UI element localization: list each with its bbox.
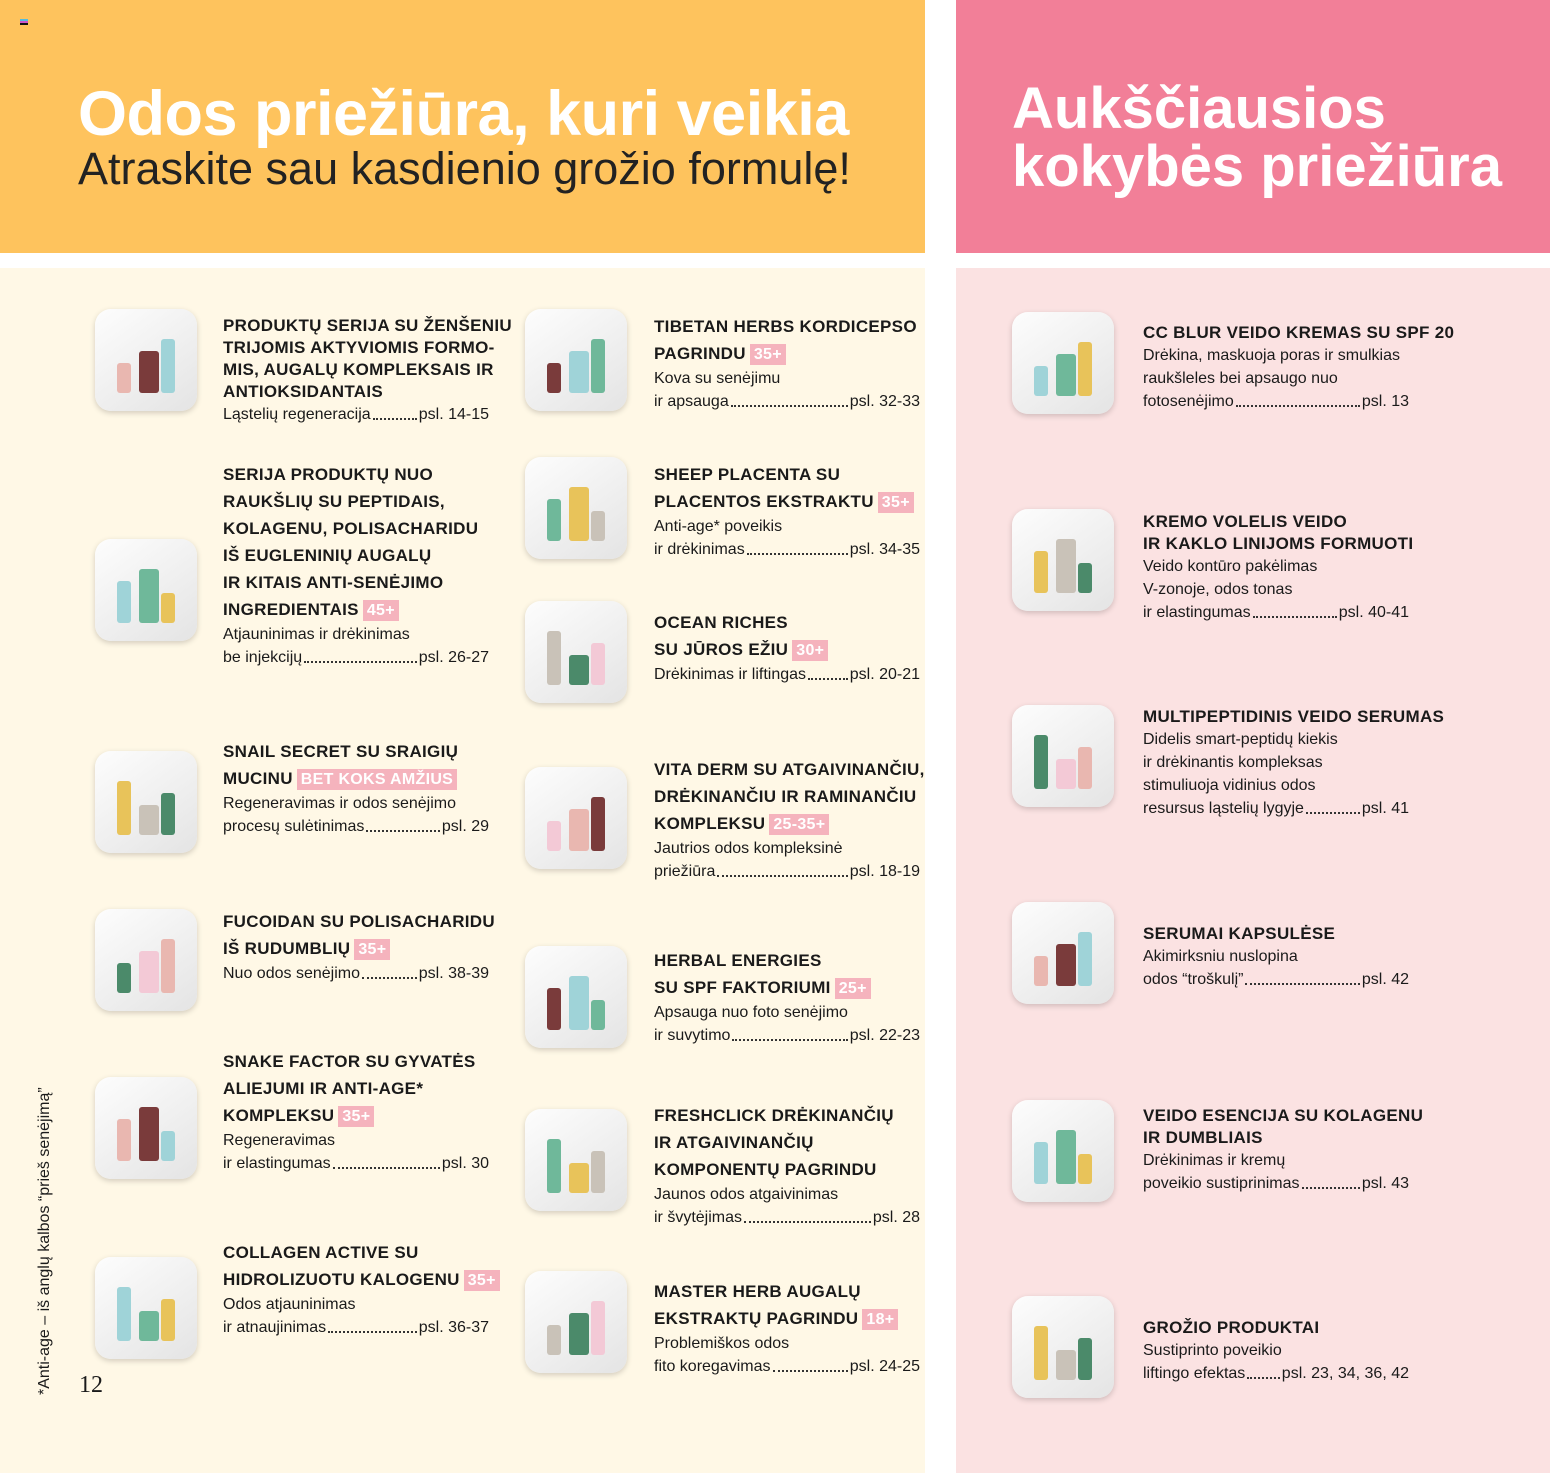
page-reference xyxy=(654,1024,920,1047)
dot-leader xyxy=(747,538,848,555)
page-reference xyxy=(654,390,920,413)
product-image xyxy=(1012,509,1114,611)
product-title-text: FUCOIDAN SU POLISACHARIDU xyxy=(223,912,495,931)
reference-label: priežiūra xyxy=(654,863,716,880)
reference-label: fito koregavimas xyxy=(654,1358,771,1375)
product-title-line xyxy=(223,1075,489,1102)
page-ref: psl. 43 xyxy=(1361,1175,1409,1192)
page-ref: psl. 36-37 xyxy=(418,1319,489,1336)
dot-leader xyxy=(328,1316,417,1333)
product-title-text: MIS, AUGALŲ KOMPLEKSAIS IR xyxy=(223,360,494,379)
page-reference xyxy=(654,1206,920,1229)
product-description: Didelis smart-peptidų kiekis xyxy=(1143,731,1338,748)
page-reference xyxy=(223,646,489,669)
product-description: Anti-age* poveikis xyxy=(654,518,783,535)
dot-leader xyxy=(333,1152,440,1169)
product-image xyxy=(95,751,197,853)
product-title-text: IŠ RUDUMBLIŲ xyxy=(223,939,351,958)
dot-leader xyxy=(304,646,417,663)
page-ref: psl. 30 xyxy=(441,1155,489,1172)
product-image xyxy=(1012,1100,1114,1202)
product-title-line xyxy=(223,1266,500,1293)
product-description: Drėkinimas ir kremų xyxy=(1143,1152,1286,1169)
product-title-line xyxy=(223,542,489,569)
product-title-line xyxy=(654,1156,920,1183)
reference-label: ir suvytimo xyxy=(654,1027,731,1044)
product-title-line xyxy=(223,1239,500,1266)
product-description: Jaunos odos atgaivinimas xyxy=(654,1186,839,1203)
page-reference xyxy=(1143,1172,1409,1195)
product-title-text: TIBETAN HERBS KORDICEPSO xyxy=(654,317,917,336)
product-title-text: EKSTRAKTŲ PAGRINDU xyxy=(654,1309,859,1328)
product-description: Regeneravimas xyxy=(223,1132,336,1149)
dot-leader xyxy=(1253,601,1337,618)
age-badge: 18+ xyxy=(862,1309,898,1330)
product-title-text: MASTER HERB AUGALŲ xyxy=(654,1282,861,1301)
reference-label: liftingo efektas xyxy=(1143,1365,1246,1382)
page-ref: psl. 41 xyxy=(1361,800,1409,817)
product-title-line xyxy=(654,313,920,340)
dot-leader xyxy=(373,403,417,420)
product-description: ir drėkinantis kompleksas xyxy=(1143,754,1323,771)
page-ref: psl. 20-21 xyxy=(849,666,920,683)
product-description: Apsauga nuo foto senėjimo xyxy=(654,1004,848,1021)
reference-label: poveikio sustiprinimas xyxy=(1143,1175,1300,1192)
dot-leader xyxy=(717,860,847,877)
product-title-text: HERBAL ENERGIES xyxy=(654,951,822,970)
product-title-line xyxy=(1143,923,1409,945)
product-image xyxy=(95,539,197,641)
dot-leader xyxy=(731,390,848,407)
product-title-text: IR ATGAIVINANČIŲ xyxy=(654,1133,814,1152)
reference-label: ir elastingumas xyxy=(1143,604,1251,621)
product-image xyxy=(525,601,627,703)
product-description: Problemiškos odos xyxy=(654,1335,790,1352)
dot-leader xyxy=(362,962,417,979)
product-title-line xyxy=(223,515,489,542)
product-title-text: KREMO VOLELIS VEIDO xyxy=(1143,512,1348,531)
page-reference xyxy=(654,538,920,561)
product-title-line xyxy=(223,359,512,381)
reference-label: ir atnaujinimas xyxy=(223,1319,327,1336)
product-title-text: COLLAGEN ACTIVE SU xyxy=(223,1243,419,1262)
age-badge: 35+ xyxy=(354,939,390,960)
dot-leader xyxy=(808,663,848,680)
product-title-text: SU JŪROS EŽIU xyxy=(654,640,789,659)
product-title-text: KOMPONENTŲ PAGRINDU xyxy=(654,1160,877,1179)
product-title-text: SHEEP PLACENTA SU xyxy=(654,465,841,484)
product-title-text: HIDROLIZUOTU KALOGENU xyxy=(223,1270,460,1289)
page-number: 12 xyxy=(79,1372,103,1398)
right-title xyxy=(1012,76,1502,199)
product-title-text: VEIDO ESENCIJA SU KOLAGENU xyxy=(1143,1106,1424,1125)
product-title-line xyxy=(223,315,512,337)
product-description: Kova su senėjimu xyxy=(654,370,781,387)
reference-label: ir drėkinimas xyxy=(654,541,745,558)
page-ref: psl. 38-39 xyxy=(418,965,489,982)
age-badge: 45+ xyxy=(363,600,399,621)
product-title-text: KOLAGENU, POLISACHARIDU xyxy=(223,519,479,538)
product-title-line xyxy=(654,974,920,1001)
product-image xyxy=(525,309,627,411)
product-image xyxy=(525,767,627,869)
product-title-text: CC BLUR VEIDO KREMAS SU SPF 20 xyxy=(1143,323,1455,342)
reference-label: ir apsauga xyxy=(654,393,729,410)
age-badge: 35+ xyxy=(338,1106,374,1127)
product-title-text: DRĖKINANČIU IR RAMINANČIU xyxy=(654,787,917,806)
reference-label: Drėkinimas ir liftingas xyxy=(654,666,807,683)
product-title-line xyxy=(1143,1127,1423,1149)
product-title-text: IŠ EUGLENINIŲ AUGALŲ xyxy=(223,546,432,565)
product-title-line xyxy=(223,596,489,623)
reference-label: Ląstelių regeneracija xyxy=(223,406,371,423)
product-title-text: FRESHCLICK DRĖKINANČIŲ xyxy=(654,1106,894,1125)
product-title-text: OCEAN RICHES xyxy=(654,613,788,632)
page-ref: psl. 34-35 xyxy=(849,541,920,558)
page-reference xyxy=(654,860,920,883)
product-title-text: IR DUMBLIAIS xyxy=(1143,1128,1263,1147)
product-title-text: INGREDIENTAIS xyxy=(223,600,359,619)
right-title-line: Aukščiausios xyxy=(1012,76,1386,141)
product-image xyxy=(1012,902,1114,1004)
product-title-text: ANTIOKSIDANTAIS xyxy=(223,382,384,401)
product-image xyxy=(525,1109,627,1211)
product-title-line xyxy=(223,935,495,962)
product-title-text: GROŽIO PRODUKTAI xyxy=(1143,1318,1320,1337)
product-description: stimuliuoja vidinius odos xyxy=(1143,777,1316,794)
product-title-text: ALIEJUMI IR ANTI-AGE* xyxy=(223,1079,424,1098)
reference-label: resursus ląstelių lygyje xyxy=(1143,800,1304,817)
product-title-line xyxy=(223,738,489,765)
reference-label: be injekcijų xyxy=(223,649,303,666)
right-title-line: kokybės priežiūra xyxy=(1012,134,1502,199)
page-reference xyxy=(223,403,489,426)
dot-leader xyxy=(1306,797,1360,814)
product-title-text: SERUMAI KAPSULĖSE xyxy=(1143,924,1336,943)
product-title-line xyxy=(654,1278,920,1305)
product-title-text: IR KITAIS ANTI-SENĖJIMO xyxy=(223,573,444,592)
product-title-text: SNAIL SECRET SU SRAIGIŲ xyxy=(223,742,459,761)
product-title-text: MUCINU xyxy=(223,769,293,788)
product-title-line xyxy=(654,636,920,663)
product-title-line xyxy=(1143,511,1413,533)
age-badge: 35+ xyxy=(464,1270,500,1291)
print-mark-icon xyxy=(20,19,28,27)
product-title-text: RAUKŠLIŲ SU PEPTIDAIS, xyxy=(223,492,445,511)
page-title: Odos priežiūra, kuri veikia xyxy=(78,79,849,149)
age-badge: 25+ xyxy=(835,978,871,999)
product-title-line xyxy=(223,1102,489,1129)
age-badge: BET KOKS AMŽIUS xyxy=(297,769,457,790)
product-title-text: TRIJOMIS AKTYVIOMIS FORMO- xyxy=(223,338,495,357)
page-ref: psl. 24-25 xyxy=(849,1358,920,1375)
product-description: V-zonoje, odos tonas xyxy=(1143,581,1293,598)
product-image xyxy=(95,909,197,1011)
reference-label: ir elastingumas xyxy=(223,1155,331,1172)
page-reference xyxy=(223,815,489,838)
product-description: Odos atjauninimas xyxy=(223,1296,356,1313)
product-title-line xyxy=(1143,1105,1423,1127)
product-image xyxy=(1012,705,1114,807)
product-image xyxy=(525,1271,627,1373)
dot-leader xyxy=(1236,390,1360,407)
reference-label: Nuo odos senėjimo xyxy=(223,965,360,982)
product-title-line xyxy=(1143,706,1444,728)
page-subtitle: Atraskite sau kasdienio grožio formulę! xyxy=(78,143,851,194)
product-title-line xyxy=(654,783,925,810)
page-ref: psl. 32-33 xyxy=(849,393,920,410)
product-image xyxy=(525,457,627,559)
product-title-line xyxy=(1143,1317,1409,1339)
page-ref: psl. 40-41 xyxy=(1338,604,1409,621)
product-title-line xyxy=(654,1305,920,1332)
dot-leader xyxy=(1245,968,1359,985)
dot-leader xyxy=(744,1206,871,1223)
page-reference xyxy=(223,962,489,985)
reference-label: fotosenėjimo xyxy=(1143,393,1234,410)
product-title-line xyxy=(223,765,489,792)
product-title-line xyxy=(654,947,920,974)
age-badge: 25-35+ xyxy=(769,814,829,835)
reference-label: ir švytėjimas xyxy=(654,1209,743,1226)
product-description: Atjauninimas ir drėkinimas xyxy=(223,626,410,643)
product-title-line xyxy=(223,461,489,488)
page-ref: psl. 28 xyxy=(872,1209,920,1226)
product-title-line xyxy=(654,609,920,636)
product-title-text: PRODUKTŲ SERIJA SU ŽENŠENIU xyxy=(223,316,512,335)
product-title-text: SNAKE FACTOR SU GYVATĖS xyxy=(223,1052,476,1071)
product-title-text: KOMPLEKSU xyxy=(654,814,766,833)
page-ref: psl. 42 xyxy=(1361,971,1409,988)
dot-leader xyxy=(1247,1362,1280,1379)
page-reference xyxy=(654,663,920,686)
page-reference xyxy=(1143,1362,1409,1385)
product-title-line xyxy=(1143,322,1454,344)
dot-leader xyxy=(1302,1172,1360,1189)
page-ref: psl. 14-15 xyxy=(418,406,489,423)
age-badge: 30+ xyxy=(792,640,828,661)
page-reference xyxy=(1143,968,1409,991)
page-reference xyxy=(1143,601,1409,624)
product-title-line xyxy=(1143,533,1413,555)
product-title-line xyxy=(654,461,920,488)
product-description: raukšleles bei apsaugo nuo xyxy=(1143,370,1338,387)
page-reference xyxy=(1143,797,1409,820)
product-title-text: PAGRINDU xyxy=(654,344,746,363)
product-description: Veido kontūro pakėlimas xyxy=(1143,558,1318,575)
reference-label: procesų sulėtinimas xyxy=(223,818,365,835)
product-title-line xyxy=(223,569,489,596)
dot-leader xyxy=(732,1024,847,1041)
product-description: Sustiprinto poveikio xyxy=(1143,1342,1282,1359)
product-image xyxy=(95,1257,197,1359)
product-description: Akimirksniu nuslopina xyxy=(1143,948,1298,965)
product-title-line xyxy=(654,488,920,515)
dot-leader xyxy=(366,815,439,832)
product-title-text: SU SPF FAKTORIUMI xyxy=(654,978,831,997)
product-title-text: KOMPLEKSU xyxy=(223,1106,335,1125)
product-title-line xyxy=(223,381,512,403)
product-title-line xyxy=(654,1129,920,1156)
product-description: Regeneravimas ir odos senėjimo xyxy=(223,795,456,812)
product-image xyxy=(525,946,627,1048)
product-title-line xyxy=(654,756,925,783)
product-title-line xyxy=(654,810,925,837)
page-reference xyxy=(223,1152,489,1175)
product-title-text: IR KAKLO LINIJOMS FORMUOTI xyxy=(1143,534,1414,553)
dot-leader xyxy=(773,1355,848,1372)
age-badge: 35+ xyxy=(878,492,914,513)
product-title-line xyxy=(223,488,489,515)
page-reference xyxy=(654,1355,920,1378)
product-title-text: VITA DERM SU ATGAIVINANČIU, xyxy=(654,760,925,779)
product-description: Jautrios odos kompleksinė xyxy=(654,840,843,857)
right-panel xyxy=(956,268,1550,1473)
page-ref: psl. 13 xyxy=(1361,393,1409,410)
product-title-text: MULTIPEPTIDINIS VEIDO SERUMAS xyxy=(1143,707,1445,726)
product-image xyxy=(1012,312,1114,414)
page-ref: psl. 23, 34, 36, 42 xyxy=(1281,1365,1409,1382)
product-image xyxy=(95,309,197,411)
age-badge: 35+ xyxy=(750,344,786,365)
product-title-line xyxy=(223,908,495,935)
product-image xyxy=(95,1077,197,1179)
page-ref: psl. 18-19 xyxy=(849,863,920,880)
page-ref: psl. 29 xyxy=(441,818,489,835)
reference-label: odos “troškulį” xyxy=(1143,971,1244,988)
page-ref: psl. 22-23 xyxy=(849,1027,920,1044)
page-reference xyxy=(1143,390,1409,413)
product-title-text: PLACENTOS EKSTRAKTU xyxy=(654,492,874,511)
page-reference xyxy=(223,1316,489,1339)
product-description: Drėkina, maskuoja poras ir smulkias xyxy=(1143,347,1400,364)
product-title-text: SERIJA PRODUKTŲ NUO xyxy=(223,465,434,484)
footnote: *Anti-age – iš anglų kalbos “prieš senėjimą” xyxy=(36,1087,53,1395)
product-title-line xyxy=(223,337,512,359)
page-ref: psl. 26-27 xyxy=(418,649,489,666)
product-image xyxy=(1012,1296,1114,1398)
product-title-line xyxy=(654,1102,920,1129)
product-title-line xyxy=(223,1048,489,1075)
product-title-line xyxy=(654,340,920,367)
